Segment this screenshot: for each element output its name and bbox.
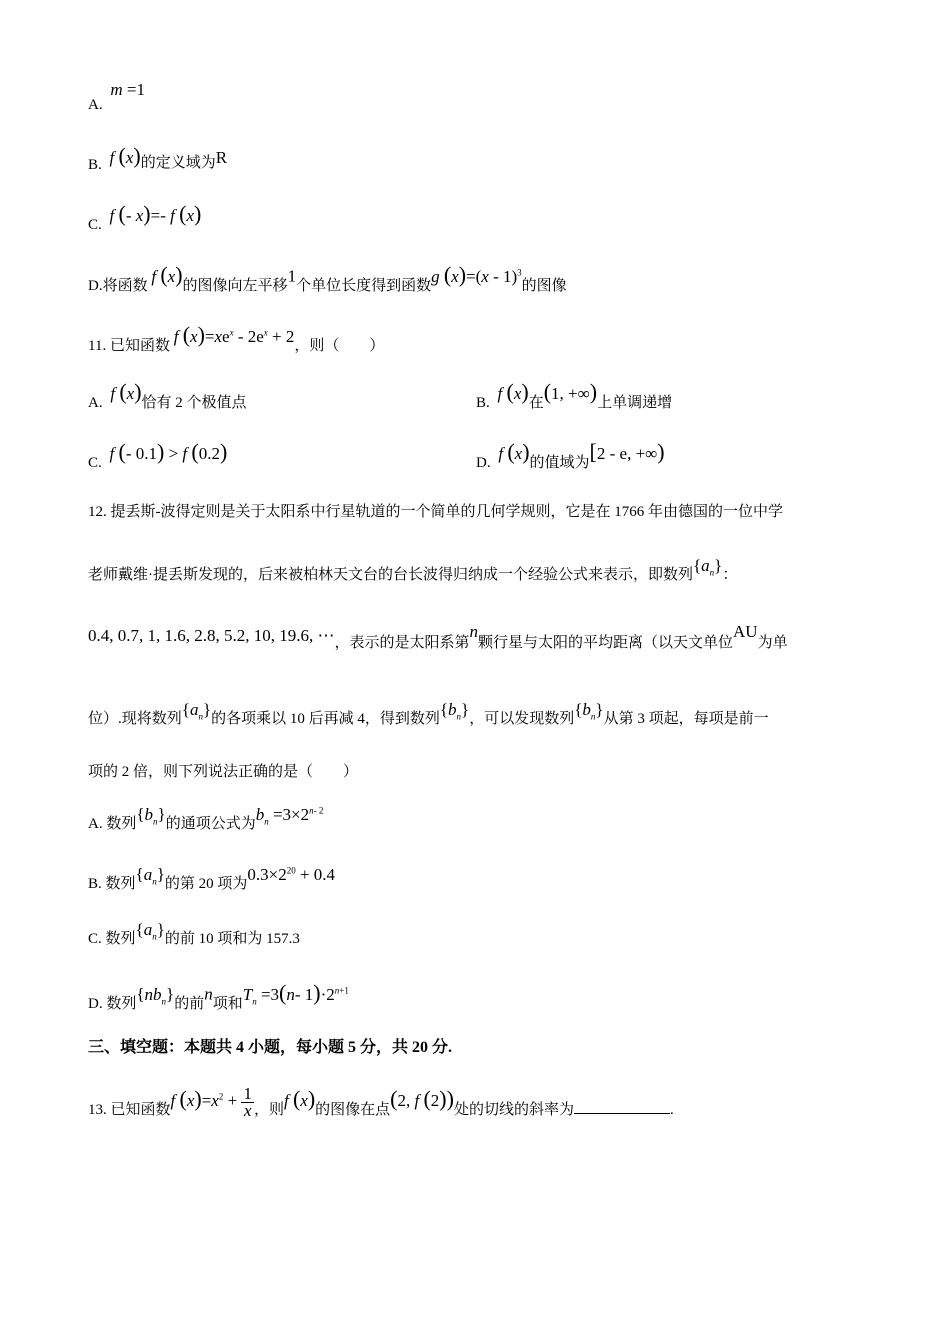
math-gx: g (x)=(x - 1)$^3$ [431,261,522,287]
q12-line1: 12. 提丢斯-波得定则是关于太阳系中行星轨道的一个简单的几何学规则，它是在 1766 年由德国的一位中学 [88,504,783,520]
q11-option-d: D. f (x)的值域为[2 - e, +∞) [476,439,665,471]
sequence-values: 0.4, 0.7, 1, 1.6, 2.8, 5.2, 10, 19.6, ⋯ [88,626,335,645]
q12-line3: 0.4, 0.7, 1, 1.6, 2.8, 5.2, 10, 19.6, ⋯，表示的是太阳系第n颗行星与太阳的平均距离（以天文单位AU为单 [88,622,788,651]
math-ineq: f (- 0.1) > f (0.2) [109,439,228,464]
q10-option-c: C. f (- x)=- f (x) [88,201,202,233]
math-fx: f (x) [151,261,183,287]
q12-option-d: D. 数列$\{nb_n\}$的前n项和$T_n =3(n-$ $1)\cdot 2^{n+1}$ [88,979,349,1012]
math-fx: f (x) [498,439,530,464]
q12-line4: 位）.现将数列$\{a_n\}$的各项乘以 10 后再减 4，得到数列$\{b_n\}$，可以发现数列$\{b_n\}$从第 3 项起，每项是前一 [88,700,769,727]
math-odd-eq: f (- x)=- f (x) [109,201,202,226]
q10-option-d: D.将函数 f (x)的图像向左平移1个单位长度得到函数g (x)=(x - 1)$^3$的图像 [88,261,567,294]
q10-option-a: A. m =1 [88,80,145,113]
math-bn: $\{b_n\}$ [136,804,166,827]
q12-option-a: A. 数列$\{b_n\}$的通项公式为$b_n =3\times 2^{n- 2}$ [88,804,324,832]
math-point: (2, f (2)) [390,1086,454,1112]
math-an: $\{a_n\}$ [135,864,165,887]
math-interval-1-inf: (1, +∞) [543,379,598,404]
math-fx: f (x) [110,379,142,404]
q11-option-c: C. f (- 0.1) > f (0.2) [88,439,228,471]
math-au: AU [733,622,758,641]
math-fx: f (x) [497,379,529,404]
math-1: 1 [287,266,297,286]
math-q11-fx: f $(x)=xe^x - 2e^x + 2$ [173,321,295,347]
q12-line5: 项的 2 倍，则下列说法正确的是（ ） [88,764,359,780]
math-fx: f (x) [283,1086,316,1112]
math-m-eq-1: m =1 [110,80,145,99]
math-q13-fx: f $(x)=x^2$ + $\frac{1}{x}$ [170,1084,252,1120]
math-n: n [469,622,479,641]
math-an: $\{a_n\}$ [181,700,212,722]
math-bn-formula: $b_n =3\times 2^{n- 2}$ [255,804,324,827]
q10-option-b: B. f (x)的定义域为R [88,143,228,173]
answer-blank[interactable] [574,1099,670,1114]
section-3-heading: 三、填空题：本题共 4 小题，每小题 5 分，共 20 分. [88,1039,453,1056]
math-an: $\{a_n\}$ [135,920,165,942]
math-bn: $\{b_n\}$ [574,700,604,722]
math-bn: $\{b_n\}$ [439,700,470,722]
q12-option-c: C. 数列$\{a_n\}$的前 10 项和为 157.3 [88,920,300,947]
math-n: n [204,984,213,1004]
math-fx: f (x) [109,143,141,168]
q11-stem: 11. 已知函数 f $(x)=xe^x - 2e^x + 2$，则（ ） [88,321,385,354]
math-a20: $0.3\times 2^{20} + 0.4$ [247,864,336,884]
q13: 13. 已知函数f $(x)=x^2$ + $\frac{1}{x}$ ，则f (x)的图像在点(2, f (2))处的切线的斜率为 . [88,1084,674,1120]
math-tn: $T_n =3(n-$ $1)\cdot 2^{n+1}$ [242,979,349,1007]
math-nbn: $\{nb_n\}$ [136,984,175,1007]
q11-option-b: B. f (x)在(1, +∞)上单调递增 [476,379,673,411]
math-range: [2 - e, +∞) [589,439,665,464]
q11-option-a: A. f (x)恰有 2 个极值点 [88,379,247,411]
math-R: R [215,148,228,167]
math-an: $\{a_n\}$ [693,556,723,578]
q12-option-b: B. 数列$\{a_n\}$的第 20 项为$0.3\times 2^{20} + 0.4$ [88,864,336,892]
q12-line2: 老师戴维·提丢斯发现的，后来被柏林天文台的台长波得归纳成一个经验公式来表示，即数列$\{a_n\}$： [88,556,738,583]
